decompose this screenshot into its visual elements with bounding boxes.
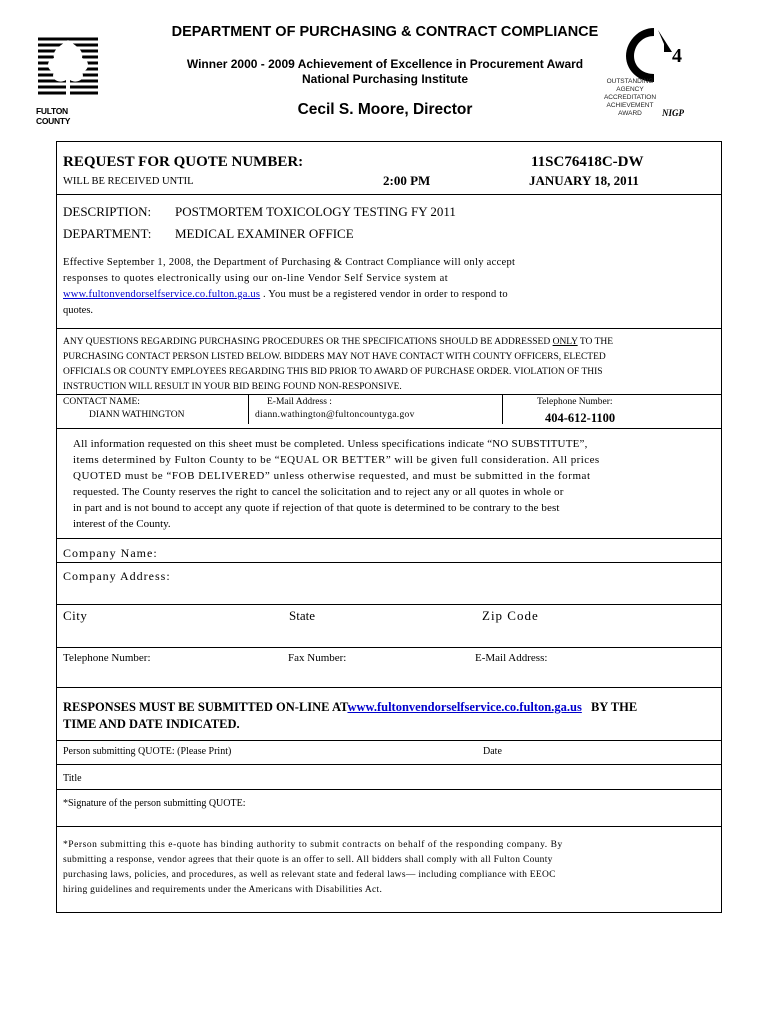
zip-label: Zip Code [482,608,539,623]
award-line-2: National Purchasing Institute [301,72,469,86]
questions-line-1: ANY QUESTIONS REGARDING PURCHASING PROCEDURES OR THE SPECIFICATIONS SHOULD BE ADDRESSED ONLY TO THE [63,337,614,347]
badge-line-5: AWARD [618,110,642,117]
department-value: MEDICAL EXAMINER OFFICE [175,226,354,241]
company-address-label: Company Address: [63,569,171,583]
badge-line-1: OUTSTANDING [606,78,654,85]
rfq-number: 11SC76418C-DW [531,154,644,170]
contact-phone: 404-612-1100 [545,411,616,425]
svg-text:4: 4 [672,45,682,67]
contact-email-label: E-Mail Address : [267,397,332,407]
received-until-label: WILL BE RECEIVED UNTIL [63,176,194,187]
info-line-6: interest of the County. [73,518,171,530]
questions-line-2: PURCHASING CONTACT PERSON LISTED BELOW. BIDDERS MAY NOT HAVE CONTACT WITH COUNTY OFFICERS, ELECTED [63,352,606,362]
title-label: Title [63,773,82,784]
person-submitting-label: Person submitting QUOTE: (Please Print) [63,746,232,757]
date-label: Date [483,746,502,757]
footer-line-3: purchasing laws, policies, and procedures, as well as relevant state and federal laws— including compliance with EEOC [63,870,556,880]
department-title: DEPARTMENT OF PURCHASING & CONTRACT COMPLIANCE [171,24,599,40]
director-name: Cecil S. Moore, Director [297,101,473,118]
c4-emblem-icon [598,24,698,84]
description-label: DESCRIPTION: [63,204,152,219]
contact-phone-label: Telephone Number: [537,397,613,407]
submission-link[interactable]: www.fultonvendorselfservice.co.fulton.ga.us [347,700,582,714]
company-email-label: E-Mail Address: [475,652,548,664]
footer-line-4: hiring guidelines and requirements under the Americans with Disabilities Act. [63,885,383,895]
info-line-4: requested. The County reserves the right to cancel the solicitation and to reject any or all quotes in whole or [73,486,564,498]
footer-line-2: submitting a response, vendor agrees that their quote is an offer to sell. All bidders shall comply with all Fulton County [63,855,553,865]
notice-line-2: responses to quotes electronically using our on-line Vendor Self Service system at [63,273,449,284]
vendor-portal-link[interactable]: www.fultonvendorselfservice.co.fulton.ga.us [63,289,261,300]
company-name-label: Company Name: [63,546,158,560]
award-line-1: Winner 2000 - 2009 Achievement of Excellence in Procurement Award [186,57,584,71]
county-logo-text: FULTON COUNTY [36,106,71,126]
badge-line-4: ACHIEVEMENT [606,102,654,109]
contact-name: DIANN WATHINGTON [89,410,185,420]
footer-line-1: *Person submitting this e-quote has binding authority to submit contracts on behalf of the responding company. By [63,840,563,850]
signature-label: *Signature of the person submitting QUOTE: [63,798,246,809]
company-phone-label: Telephone Number: [63,652,151,664]
questions-line-3: OFFICIALS OR COUNTY EMPLOYEES REGARDING THIS BID PRIOR TO AWARD OF PURCHASE ORDER. VIOLATION OF THIS [63,367,603,377]
city-label: City [63,608,88,623]
state-label: State [289,608,315,623]
nigp-award-badge [598,24,698,124]
rfq-number-label: REQUEST FOR QUOTE NUMBER: [63,154,304,170]
description-value: POSTMORTEM TOXICOLOGY TESTING FY 2011 [175,204,456,219]
contact-name-label: CONTACT NAME: [63,397,140,407]
badge-line-3: ACCREDITATION [603,94,657,101]
badge-org: NIGP [662,108,684,118]
notice-line-1: Effective September 1, 2008, the Department of Purchasing & Contract Compliance will only accept [63,257,516,268]
info-line-3: QUOTED must be “FOB DELIVERED” unless otherwise requested, and must be submitted in the format [73,470,591,482]
info-line-1: All information requested on this sheet must be completed. Unless specifications indicate “NO SUBSTITUTE”, [73,438,588,450]
contact-email[interactable]: diann.wathington@fultoncountyga.gov [255,410,415,420]
info-line-5: in part and is not bound to accept any quote if rejection of that quote is determined to be contrary to the best [73,502,560,514]
company-fax-label: Fax Number: [288,652,347,664]
due-time: 2:00 PM [383,173,431,188]
department-label: DEPARTMENT: [63,226,152,241]
due-date: JANUARY 18, 2011 [529,173,639,188]
submission-line-2: TIME AND DATE INDICATED. [63,717,240,731]
submission-line-1: RESPONSES MUST BE SUBMITTED ON-LINE ATwww.fultonvendorselfservice.co.fulton.ga.us BY THE [63,700,638,714]
badge-line-2: AGENCY [616,86,644,93]
info-line-2: items determined by Fulton County to be “EQUAL OR BETTER” will be given full consideration. All prices [73,454,600,466]
rfq-form [56,141,722,913]
notice-line-3: www.fultonvendorselfservice.co.fulton.ga.us . You must be a registered vendor in order to respond to [63,289,508,300]
notice-line-4: quotes. [63,305,94,316]
questions-line-4: INSTRUCTION WILL RESULT IN YOUR BID BEING FOUND NON-RESPONSIVE. [63,382,402,392]
